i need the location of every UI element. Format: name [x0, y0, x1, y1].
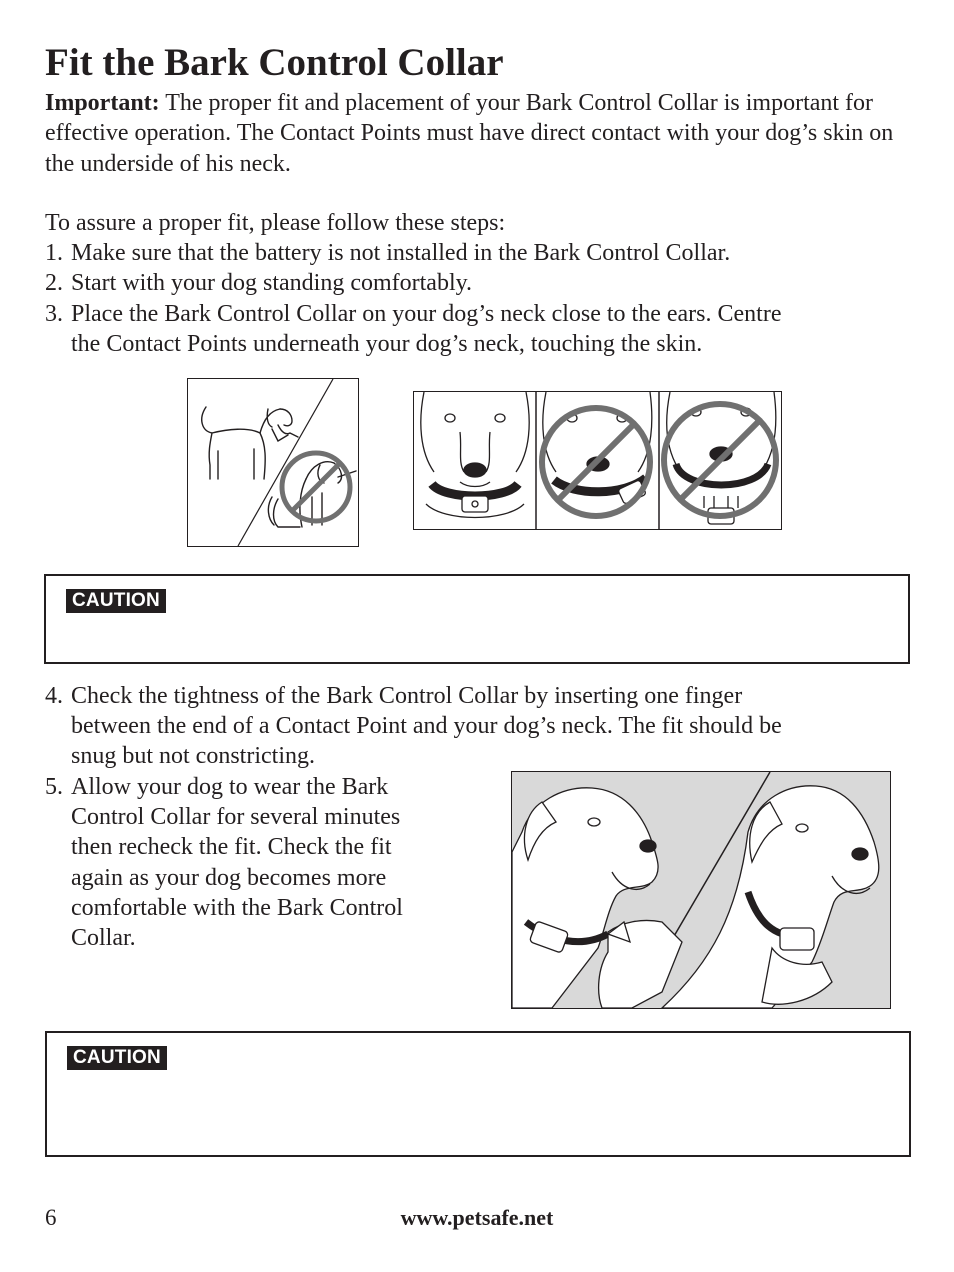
figure-collar-placement — [413, 391, 782, 530]
figure-standing-dog — [187, 378, 359, 547]
step-number: 3. — [45, 301, 63, 327]
step-text-line: Collar. — [71, 925, 136, 951]
important-label: Important: — [45, 90, 160, 116]
standing-vs-sitting-illustration — [188, 379, 358, 546]
important-paragraph — [45, 88, 925, 179]
steps-intro: To assure a proper fit, please follow these steps: — [45, 210, 506, 236]
step-text: Start with your dog standing comfortably. — [71, 270, 473, 296]
step-text-line: then recheck the fit. Check the fit — [71, 834, 392, 860]
important-text: The proper fit and placement of your Bark Control Collar is important for effective operation. The Contact Points must have direct contact with your dog’s skin on the underside of his neck. — [45, 90, 894, 177]
step-text-line: snug but not constricting. — [71, 743, 315, 769]
caution-box — [44, 574, 910, 664]
step-number: 1. — [45, 240, 63, 266]
page-number: 6 — [45, 1205, 57, 1230]
step-text-line: between the end of a Contact Point and your dog’s neck. The fit should be — [71, 713, 782, 739]
step-text-line: Allow your dog to wear the Bark — [71, 774, 389, 800]
caution-label: CAUTION — [67, 1046, 167, 1070]
step-text-line: Place the Bark Control Collar on your dog’s neck close to the ears. Centre — [71, 301, 782, 327]
step-text-line: Check the tightness of the Bark Control Collar by inserting one finger — [71, 683, 743, 709]
step-text: Make sure that the battery is not installed in the Bark Control Collar. — [71, 240, 731, 266]
step-text-line: the Contact Points underneath your dog’s neck, touching the skin. — [71, 331, 703, 357]
caution-box — [45, 1031, 911, 1157]
page-title: Fit the Bark Control Collar — [45, 41, 504, 84]
step-text-line: Control Collar for several minutes — [71, 804, 401, 830]
step-number: 4. — [45, 683, 63, 709]
step-number: 5. — [45, 774, 63, 800]
collar-placement-illustration — [414, 392, 781, 529]
figure-check-fit — [511, 771, 891, 1009]
step-text-line: again as your dog becomes more — [71, 865, 387, 891]
step-text-line: comfortable with the Bark Control — [71, 895, 403, 921]
caution-label: CAUTION — [66, 589, 166, 613]
check-fit-illustration — [512, 772, 890, 1008]
step-number: 2. — [45, 270, 63, 296]
footer-url: www.petsafe.net — [400, 1205, 554, 1230]
